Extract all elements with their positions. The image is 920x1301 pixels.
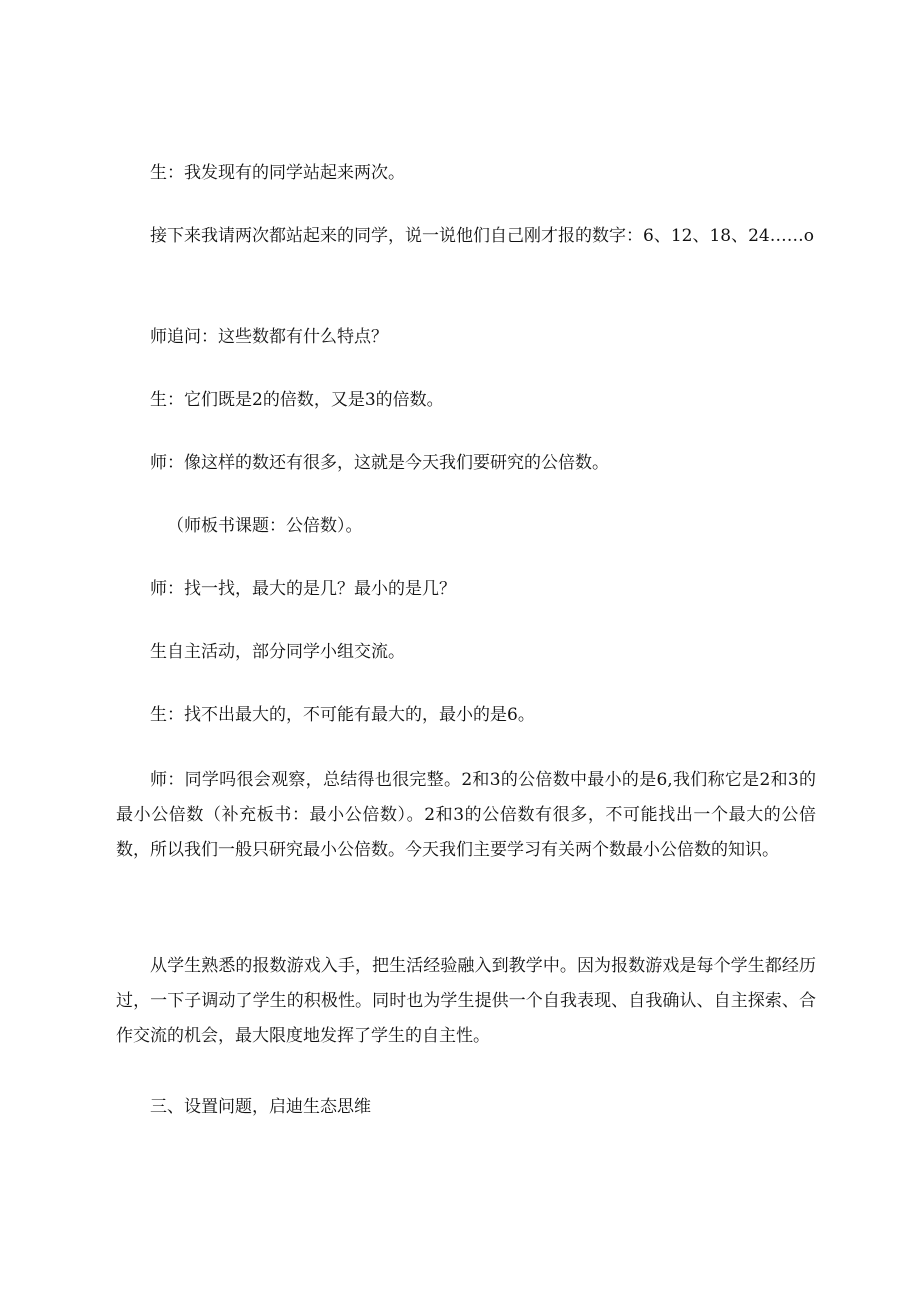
paragraph-student-conclusion: 生：找不出最大的，不可能有最大的，最小的是6。 bbox=[150, 705, 535, 725]
paragraph-student-answer: 生：它们既是2的倍数，又是3的倍数。 bbox=[150, 390, 444, 410]
paragraph-teaching-reflection: 从学生熟悉的报数游戏入手，把生活经验融入到教学中。因为报数游戏是每个学生都经历过，一下子调动了学生的积极性。同时也为学生提供一个自我表现、自我确认、自主探索、合作交流的机会，最大限度地发挥了学生的自主性。 bbox=[116, 956, 816, 1046]
paragraph-teacher-question: 师追问：这些数都有什么特点？ bbox=[150, 327, 388, 347]
paragraph-find-max-min: 师：找一找，最大的是几？最小的是几？ bbox=[150, 579, 456, 599]
paragraph-group-activity: 生自主活动，部分同学小组交流。 bbox=[150, 642, 405, 662]
paragraph-student-observation: 生：我发现有的同学站起来两次。 bbox=[150, 163, 405, 183]
paragraph-numbers-reported: 接下来我请两次都站起来的同学，说一说他们自己刚才报的数字：6、12、18、24……o bbox=[150, 226, 814, 246]
paragraph-common-multiple: 师：像这样的数还有很多，这就是今天我们要研究的公倍数。 bbox=[150, 453, 609, 473]
paragraph-least-common-multiple: 师：同学吗很会观察，总结得也很完整。2和3的公倍数中最小的是6,我们称它是2和3的最小公倍数（补充板书：最小公倍数）。2和3的公倍数有很多，不可能找出一个最大的公倍数，所以我们一般只研究最小公倍数。今天我们主要学习有关两个数最小公倍数的知识。 bbox=[116, 770, 816, 860]
section-heading-three: 三、设置问题，启迪生态思维 bbox=[150, 1097, 371, 1117]
paragraph-board-title: （师板书课题：公倍数）。 bbox=[167, 516, 363, 536]
